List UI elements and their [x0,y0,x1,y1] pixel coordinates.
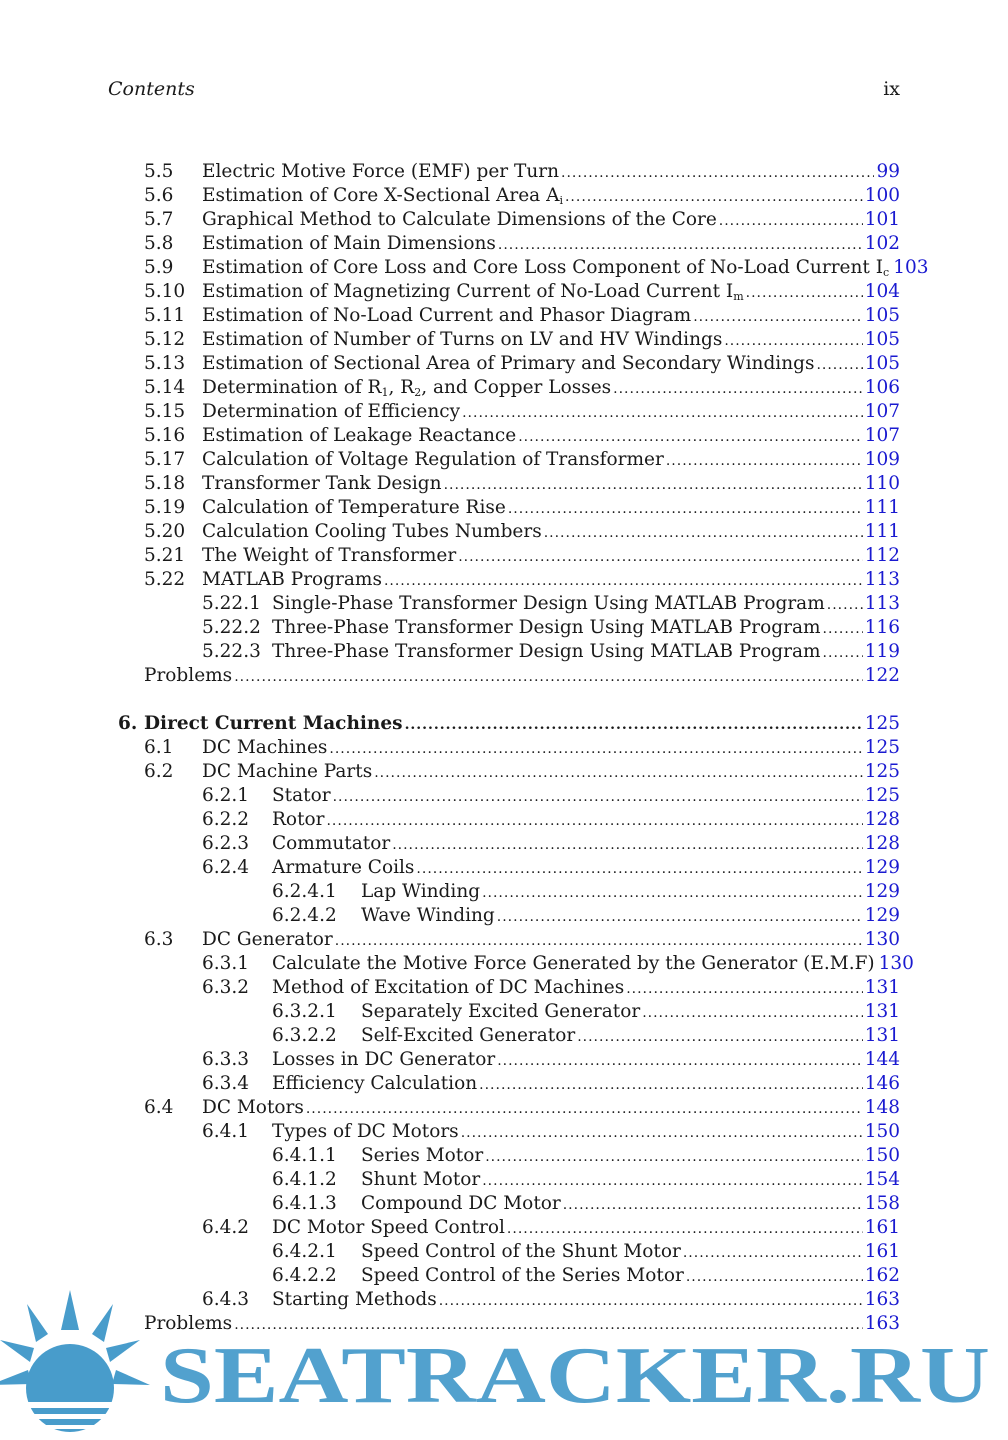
toc-entry[interactable] [0,592,1008,616]
toc-leader [405,713,863,737]
toc-title: Calculate the Motive Force Generated by the Generator (E.M.F) [272,953,875,974]
toc-leader [461,1121,863,1145]
toc-entry[interactable] [0,496,1008,520]
toc-page-link[interactable]: 144 [864,1049,900,1070]
toc-title: Three-Phase Transformer Design Using MATLAB Program [272,617,821,638]
toc-title: The Weight of Transformer [202,545,457,566]
toc-leader [384,569,863,593]
toc-title: Determination of Efficiency [202,401,461,422]
toc-entry[interactable] [0,160,1008,184]
toc-page-link[interactable]: 131 [864,977,900,998]
toc-entry[interactable] [0,1000,1008,1024]
toc-entry[interactable] [0,928,1008,952]
toc-leader [518,425,862,449]
toc-entry[interactable] [0,568,1008,592]
toc-number: 6.3.4 [202,1073,250,1094]
toc-title: Compound DC Motor [361,1193,561,1214]
toc-title: Calculation Cooling Tubes Numbers [202,521,542,542]
toc-entry[interactable] [0,616,1008,640]
toc-page-link[interactable]: 111 [864,521,900,542]
toc-page-link[interactable]: 122 [864,665,900,686]
sun-logo-icon [0,1290,150,1432]
toc-leader [507,1217,863,1241]
toc-number: 5.5 [144,161,174,182]
toc-number: 5.18 [144,473,186,494]
toc-number: 6.3.1 [202,953,250,974]
toc-number: 6.4.2.1 [272,1241,337,1262]
toc-entry[interactable] [0,1192,1008,1216]
toc-leader [234,665,863,689]
toc-title: Problems [144,665,233,686]
toc-entry[interactable] [0,1048,1008,1072]
toc-number: 5.19 [144,497,186,518]
toc-title: Stator [272,785,331,806]
toc-title: Separately Excited Generator [361,1001,641,1022]
toc-number: 6.4.1.1 [272,1145,337,1166]
toc-leader [485,1145,862,1169]
toc-entry[interactable] [0,376,1008,400]
toc-leader [335,929,863,953]
toc-number: 6.3.2.1 [272,1001,337,1022]
toc-page-link[interactable]: 158 [864,1193,900,1214]
toc-title: Estimation of Core Loss and Core Loss Component of No-Load Current $I_c$ [202,257,890,279]
toc-title: DC Machine Parts [202,761,373,782]
toc-number: 5.21 [144,545,186,566]
toc-entry[interactable] [0,544,1008,568]
toc-page-link[interactable]: 148 [864,1097,900,1118]
toc-page-link[interactable]: 102 [864,233,900,254]
toc-page-link[interactable]: 112 [864,545,900,566]
toc-page-link[interactable]: 99 [876,161,900,182]
toc-page-link[interactable]: 125 [864,761,900,782]
toc-entry[interactable] [0,256,1008,280]
toc-number: 5.8 [144,233,174,254]
toc-entry[interactable] [0,328,1008,352]
toc-leader [329,737,862,761]
toc-number: 6.2.4.1 [272,881,337,902]
toc-title: Method of Excitation of DC Machines [272,977,625,998]
toc-leader [613,377,863,401]
toc-leader [416,857,862,881]
toc-number: 5.22.3 [202,641,261,662]
toc-number: 5.13 [144,353,186,374]
toc-leader [544,521,863,545]
toc-entry[interactable] [0,184,1008,208]
toc-leader [823,617,863,641]
toc-number: 6.4.2.2 [272,1265,337,1286]
toc-title: Estimation of Number of Turns on LV and HV Windings [202,329,723,350]
toc-number: 6.4.1.3 [272,1193,337,1214]
toc-title: Speed Control of the Shunt Motor [361,1241,681,1262]
toc-entry[interactable] [0,280,1008,304]
toc-number: 6.1 [144,737,174,758]
toc-entry[interactable] [0,856,1008,880]
toc-title: Self-Excited Generator [361,1025,576,1046]
toc-page-link[interactable]: 105 [864,329,900,350]
toc-leader [686,1265,863,1289]
toc-title: Series Motor [361,1145,484,1166]
toc-title: DC Motors [202,1097,304,1118]
toc-title: Efficiency Calculation [272,1073,478,1094]
toc-entry[interactable] [0,1264,1008,1288]
toc-leader [563,1193,863,1217]
toc-number: 6.2.2 [202,809,250,830]
toc-number: 5.16 [144,425,186,446]
toc-number: 5.14 [144,377,186,398]
toc-leader [693,305,862,329]
toc-title: DC Generator [202,929,333,950]
toc-page-link[interactable]: 154 [864,1169,900,1190]
toc-entry[interactable] [0,736,1008,760]
toc-page-link[interactable]: 162 [864,1265,900,1286]
toc-leader [462,401,863,425]
toc-number: 5.22 [144,569,186,590]
toc-title: Graphical Method to Calculate Dimensions of the Core [202,209,717,230]
toc-title: Commutator [272,833,391,854]
toc-title: Calculation of Temperature Rise [202,497,506,518]
toc-leader [724,329,862,353]
toc-page-link[interactable]: 100 [864,185,900,206]
toc-number: 6.2.4 [202,857,250,878]
toc-page-link[interactable]: 131 [864,1001,900,1022]
toc-page-link[interactable]: 129 [864,857,900,878]
toc-page-link[interactable]: 125 [864,713,900,734]
toc-title: DC Motor Speed Control [272,1217,505,1238]
toc-page-link[interactable]: 146 [864,1073,900,1094]
toc-entry[interactable] [0,904,1008,928]
toc-number: 5.11 [144,305,186,326]
toc-page-link[interactable]: 129 [864,881,900,902]
toc-number: 6.4.1.2 [272,1169,337,1190]
toc-entry[interactable] [0,1144,1008,1168]
toc-leader [827,593,863,617]
toc-title: Starting Methods [272,1289,437,1310]
toc-entry[interactable] [0,952,1008,976]
toc-number: 5.20 [144,521,186,542]
toc-entry[interactable] [0,1096,1008,1120]
section-gap [0,688,1008,712]
toc-leader [746,281,863,305]
toc-number: 6.4.3 [202,1289,250,1310]
toc-entry[interactable] [0,472,1008,496]
toc-entry[interactable] [0,1072,1008,1096]
toc-leader [392,833,863,857]
toc-page-link[interactable]: 129 [864,905,900,926]
toc-page-link[interactable]: 125 [864,737,900,758]
toc-page-link[interactable]: 128 [864,809,900,830]
toc-entry[interactable] [0,808,1008,832]
toc-page-link[interactable]: 130 [864,929,900,950]
toc-page-link[interactable]: 113 [864,593,900,614]
toc-page-link[interactable]: 109 [864,449,900,470]
toc-number: 5.22.2 [202,617,261,638]
toc-leader [497,905,863,929]
toc-entry-problems[interactable] [0,664,1008,688]
toc-entry[interactable] [0,640,1008,664]
toc-title: Three-Phase Transformer Design Using MATLAB Program [272,641,821,662]
toc-number: 5.10 [144,281,186,302]
toc-entry[interactable] [0,1024,1008,1048]
toc-number: 6.2 [144,761,174,782]
page-number: ix [883,78,900,100]
watermark [0,1290,1008,1440]
toc-leader [458,545,863,569]
toc-entry[interactable] [0,976,1008,1000]
toc-entry[interactable] [0,1168,1008,1192]
toc-entry[interactable] [0,448,1008,472]
toc-number: 6.2.4.2 [272,905,337,926]
toc-leader [816,353,862,377]
toc-page-link[interactable]: 113 [864,569,900,590]
toc-number: 5.7 [144,209,174,230]
toc-leader [719,209,863,233]
toc-leader [642,1001,862,1025]
toc-number: 5.15 [144,401,186,422]
toc-page-link[interactable]: 150 [864,1121,900,1142]
toc-number: 5.17 [144,449,186,470]
toc-number: 6.3 [144,929,174,950]
toc-page-link[interactable]: 163 [864,1313,900,1334]
toc-leader [561,161,874,185]
running-head-title: Contents [108,78,195,100]
toc-leader [683,1241,863,1265]
toc-leader [823,641,863,665]
toc-leader [508,497,863,521]
toc-leader [374,761,862,785]
toc-title: Single-Phase Transformer Design Using MATLAB Program [272,593,825,614]
toc-number: 5.9 [144,257,174,278]
toc-number: 6.4.1 [202,1121,250,1142]
toc-title: Shunt Motor [361,1169,481,1190]
toc-leader [482,881,863,905]
toc-title: Estimation of Magnetizing Current of No-Load Current $I_m$ [202,281,744,303]
toc-title: Electric Motive Force (EMF) per Turn [202,161,560,182]
toc-entry[interactable] [0,520,1008,544]
toc-page-link[interactable]: 128 [864,833,900,854]
toc-number: 6.4.2 [202,1217,250,1238]
toc-entry[interactable] [0,1120,1008,1144]
toc-title: MATLAB Programs [202,569,382,590]
toc-leader [444,473,863,497]
running-head [108,78,900,108]
toc-number: 6.4 [144,1097,174,1118]
toc-page-link[interactable]: 150 [864,1145,900,1166]
toc-page-link[interactable]: 131 [864,1025,900,1046]
toc-title: Lap Winding [361,881,481,902]
toc-leader [577,1025,863,1049]
toc-page-link[interactable]: 105 [864,353,900,374]
toc-entry[interactable] [0,352,1008,376]
toc-title: Estimation of No-Load Current and Phasor Diagram [202,305,692,326]
toc-number: 6.3.2.2 [272,1025,337,1046]
toc-number: 6.2.3 [202,833,250,854]
toc-page-link[interactable]: 111 [864,497,900,518]
toc-leader [497,1049,862,1073]
toc-leader [333,785,863,809]
toc-page-link[interactable]: 107 [864,401,900,422]
toc-number: 5.22.1 [202,593,261,614]
chapter-title: Direct Current Machines [144,713,403,734]
toc-title: Determination of $R_1$, $R_2$, and Copper Losses [202,377,612,399]
toc-number: 5.6 [144,185,174,206]
toc-page-link[interactable]: 119 [864,641,900,662]
toc-leader [666,449,863,473]
toc-number: 6.2.1 [202,785,250,806]
toc-title: Estimation of Main Dimensions [202,233,496,254]
toc-title: Estimation of Core X-Sectional Area $A_i$ [202,185,563,207]
toc-title: Problems [144,1313,233,1334]
toc-entry[interactable] [0,880,1008,904]
toc-entry[interactable] [0,832,1008,856]
toc-leader [482,1169,862,1193]
toc-entry[interactable] [0,400,1008,424]
toc-entry[interactable] [0,304,1008,328]
toc-page-link[interactable]: 105 [864,305,900,326]
toc-page-link[interactable]: 130 [878,953,914,974]
toc-entry[interactable] [0,1216,1008,1240]
toc-entry[interactable] [0,424,1008,448]
toc-number: 6.3.3 [202,1049,250,1070]
toc-title: DC Machines [202,737,328,758]
toc-leader [565,185,863,209]
toc-leader [479,1073,863,1097]
toc-title: Losses in DC Generator [272,1049,496,1070]
toc-title: Estimation of Leakage Reactance [202,425,517,446]
toc-page-link[interactable]: 116 [864,617,900,638]
toc-number: 5.12 [144,329,186,350]
toc-chapter-entry[interactable] [0,712,1008,736]
watermark-text: SEATRACKER.RU [160,1332,990,1420]
toc-page-link[interactable]: 107 [864,425,900,446]
toc-page-link[interactable]: 103 [893,257,929,278]
toc-title: Transformer Tank Design [202,473,442,494]
toc-title: Rotor [272,809,325,830]
toc-page-link[interactable]: 125 [864,785,900,806]
toc-page-link[interactable]: 106 [864,377,900,398]
toc-entry[interactable] [0,1240,1008,1264]
toc-page-link[interactable]: 101 [864,209,900,230]
toc-title: Estimation of Sectional Area of Primary and Secondary Windings [202,353,815,374]
toc-leader [498,233,863,257]
toc-entry[interactable] [0,760,1008,784]
toc-title: Armature Coils [272,857,415,878]
toc-page-link[interactable]: 110 [864,473,900,494]
toc-entry[interactable] [0,784,1008,808]
toc-title: Wave Winding [361,905,495,926]
toc-title: Calculation of Voltage Regulation of Transformer [202,449,664,470]
toc-entry[interactable] [0,208,1008,232]
toc-leader [306,1097,863,1121]
toc-number: 6.3.2 [202,977,250,998]
toc-title: Types of DC Motors [272,1121,459,1142]
toc-page-link[interactable]: 163 [864,1289,900,1310]
toc-entry[interactable] [0,232,1008,256]
table-of-contents [0,160,1008,1336]
toc-leader [626,977,863,1001]
chapter-number: 6. [118,713,138,734]
toc-page-link[interactable]: 161 [864,1241,900,1262]
toc-leader [326,809,862,833]
toc-title: Speed Control of the Series Motor [361,1265,684,1286]
toc-page-link[interactable]: 161 [864,1217,900,1238]
toc-page-link[interactable]: 104 [864,281,900,302]
